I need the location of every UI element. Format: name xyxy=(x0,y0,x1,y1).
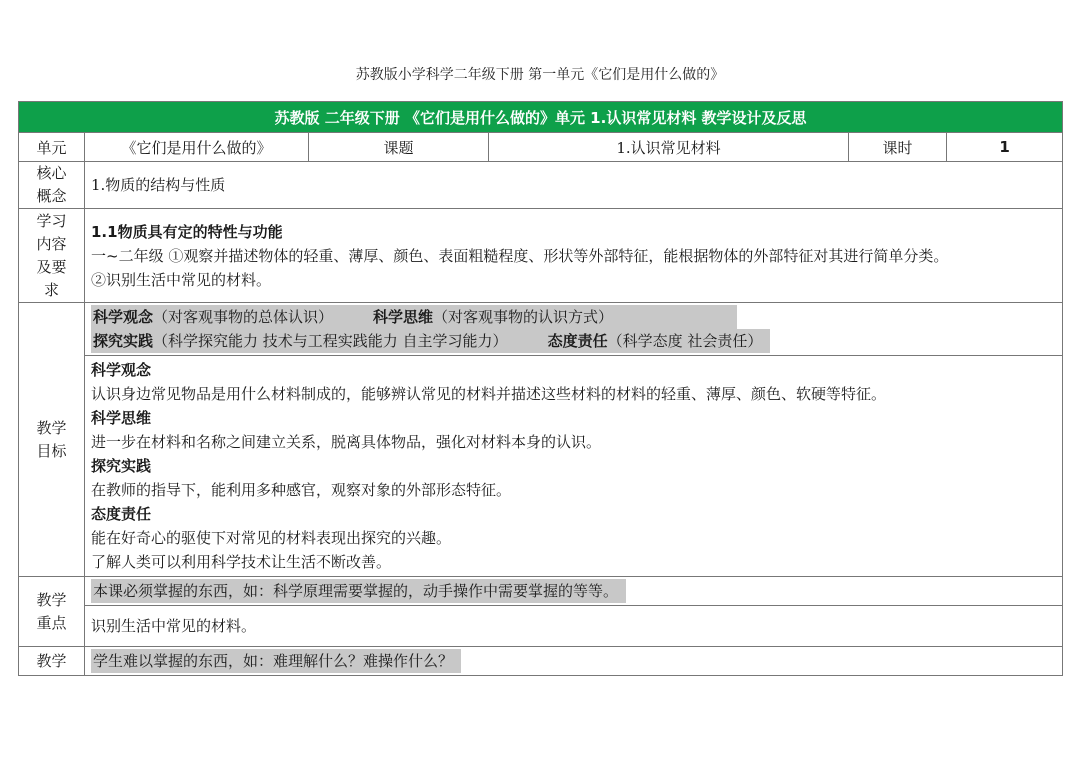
goals-detail xyxy=(85,355,1062,576)
goals-shaded-legend xyxy=(85,303,1062,355)
requirements-content xyxy=(85,209,1063,303)
requirements-label: 学习 内容 及要 求 xyxy=(19,209,85,303)
goals-shaded-line1: 科学观念（对客观事物的总体认识） 科学思维（对客观事物的认识方式） xyxy=(91,305,737,329)
difficulty-label: 教学 xyxy=(19,647,85,676)
goals-label: 教学 目标 xyxy=(19,303,85,577)
requirements-row xyxy=(19,209,1063,303)
difficulty-content xyxy=(85,647,1063,676)
difficulty-shaded: 学生难以掌握的东西，如：难理解什么？难操作什么？ xyxy=(91,649,461,673)
key-points-content xyxy=(85,577,1063,647)
core-concept-label: 核心 概念 xyxy=(19,162,85,209)
requirements-heading: 1.1物质具有定的特性与功能 xyxy=(91,222,283,241)
goal-text: 能在好奇心的驱使下对常见的材料表现出探究的兴趣。 xyxy=(91,529,452,547)
requirements-line1: 一~二年级 ①观察并描述物体的轻重、薄厚、颜色、表面粗糙程度、形状等外部特征，能根据物体的外部特征对其进行简单分类。 xyxy=(91,246,949,265)
header-row xyxy=(19,133,1063,162)
key-points-shaded: 本课必须掌握的东西，如：科学原理需要掌握的，动手操作中需要掌握的等等。 xyxy=(91,579,626,603)
core-concept-row xyxy=(19,162,1063,209)
banner-row xyxy=(19,102,1063,133)
unit-label: 单元 xyxy=(19,133,85,162)
topic-value: 1.认识常见材料 xyxy=(489,133,849,162)
goals-shaded-line2: 探究实践（科学探究能力 技术与工程实践能力 自主学习能力） 态度责任（科学态度 社会责任） xyxy=(91,329,770,353)
goal-text: 在教师的指导下，能利用多种感官，观察对象的外部形态特征。 xyxy=(91,481,512,499)
key-points-label: 教学 重点 xyxy=(19,577,85,647)
goal-title: 科学思维 xyxy=(91,409,152,427)
difficulty-row xyxy=(19,647,1063,676)
goal-text: 进一步在材料和名称之间建立关系，脱离具体物品，强化对材料本身的认识。 xyxy=(91,433,602,451)
banner-title: 苏教版 二年级下册 《它们是用什么做的》单元 1.认识常见材料 教学设计及反思 xyxy=(19,102,1063,133)
document-title: 苏教版小学科学二年级下册 第一单元《它们是用什么做的》 xyxy=(355,67,725,83)
requirements-line2: ②识别生活中常见的材料。 xyxy=(91,270,272,289)
period-value: 1 xyxy=(947,133,1063,162)
core-concept-text: 1.物质的结构与性质 xyxy=(85,162,1063,209)
key-points-row xyxy=(19,577,1063,647)
goals-row xyxy=(19,303,1063,577)
goal-text: 认识身边常见物品是用什么材料制成的，能够辨认常见的材料并描述这些材料的材料的轻重、薄厚、颜色、软硬等特征。 xyxy=(91,385,887,403)
goal-title: 科学观念 xyxy=(91,361,152,379)
topic-label: 课题 xyxy=(309,133,489,162)
key-points-text: 识别生活中常见的材料。 xyxy=(85,605,1062,646)
unit-value: 《它们是用什么做的》 xyxy=(85,133,309,162)
goal-title: 探究实践 xyxy=(91,457,152,475)
goal-extra-text: 了解人类可以利用科学技术让生活不断改善。 xyxy=(91,553,392,571)
period-label: 课时 xyxy=(849,133,947,162)
goal-title: 态度责任 xyxy=(91,505,152,523)
lesson-plan-table xyxy=(18,101,1063,676)
goals-content xyxy=(85,303,1063,577)
